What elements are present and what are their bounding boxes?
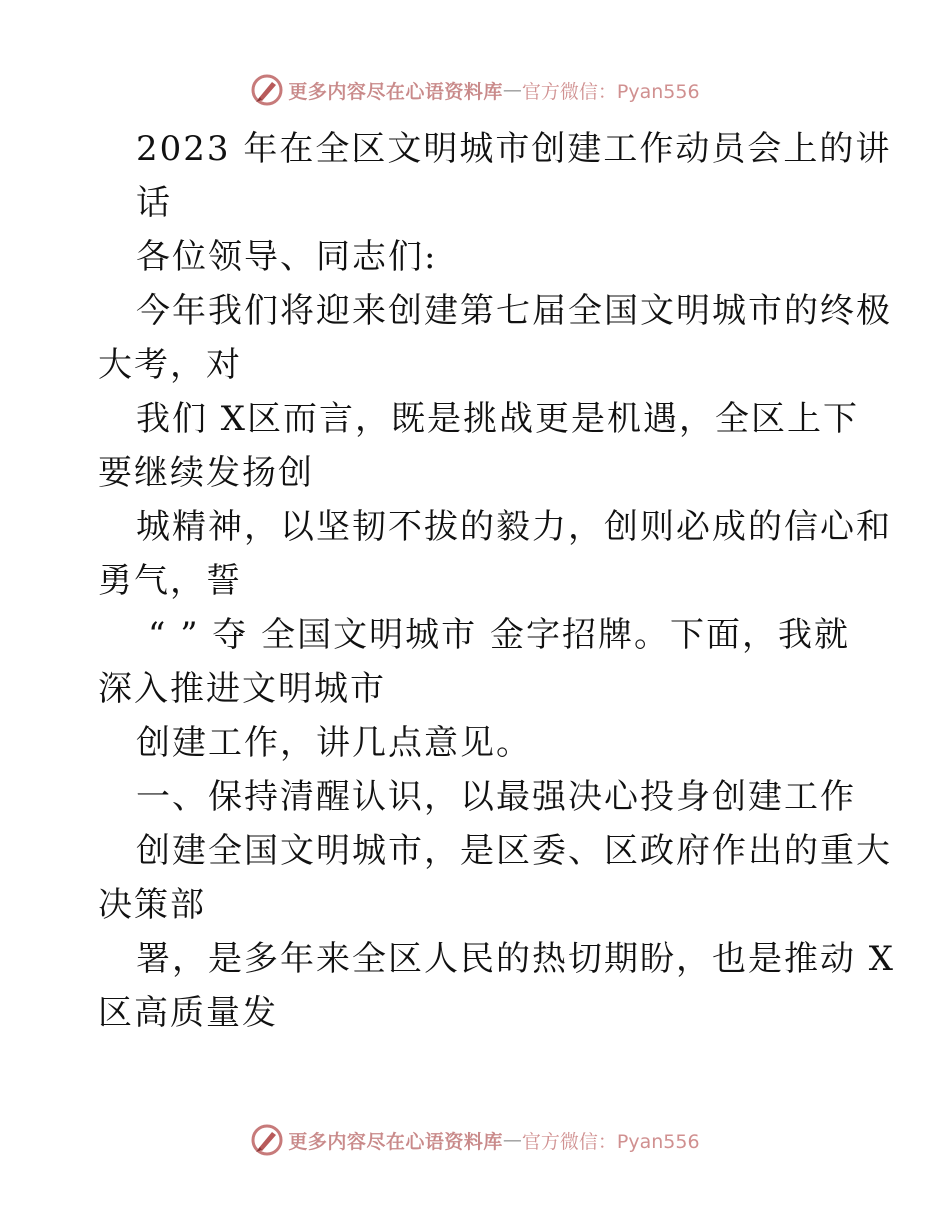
doc-line: 署，是多年来全区人民的热切期盼，也是推动 X <box>136 939 896 979</box>
footer-separator: — <box>502 1129 522 1151</box>
footer-banner <box>0 1120 950 1160</box>
footer-brand-text: 更多内容尽在心语资料库 <box>288 1130 503 1153</box>
doc-line: 城精神，以坚韧不拔的毅力，创则必成的信心和 <box>136 507 892 547</box>
doc-line: 决策部 <box>98 885 206 925</box>
doc-line: 勇气，誓 <box>98 561 242 601</box>
header-wechat-text: 官方微信：Pyan556 <box>521 80 700 103</box>
quill-logo-icon <box>250 1123 284 1157</box>
doc-line: 大考，对 <box>98 345 242 385</box>
header-separator: — <box>502 79 522 101</box>
document-body <box>98 122 896 1040</box>
header-banner <box>0 70 950 110</box>
doc-line: 一、保持清醒认识，以最强决心投身创建工作 <box>136 777 856 817</box>
footer-wechat-text: 官方微信：Pyan556 <box>521 1130 700 1153</box>
quill-logo-icon <box>250 73 284 107</box>
doc-line: 2023 年在全区文明城市创建工作动员会上的讲 <box>136 129 892 169</box>
doc-line: 深入推进文明城市 <box>98 669 386 709</box>
doc-line: 今年我们将迎来创建第七届全国文明城市的终极 <box>136 291 892 331</box>
header-brand-text: 更多内容尽在心语资料库 <box>288 80 503 103</box>
doc-line: 各位领导、同志们: <box>136 237 438 277</box>
doc-line: “ ” 夺 全国文明城市 金字招牌。下面，我就 <box>148 615 850 655</box>
doc-line: 创建全国文明城市，是区委、区政府作出的重大 <box>136 831 892 871</box>
doc-line: 区高质量发 <box>98 993 278 1033</box>
doc-line: 要继续发扬创 <box>98 453 314 493</box>
doc-line: 话 <box>136 183 172 223</box>
doc-line: 创建工作，讲几点意见。 <box>136 723 532 763</box>
doc-line: 我们 X区而言，既是挑战更是机遇，全区上下 <box>136 399 860 439</box>
